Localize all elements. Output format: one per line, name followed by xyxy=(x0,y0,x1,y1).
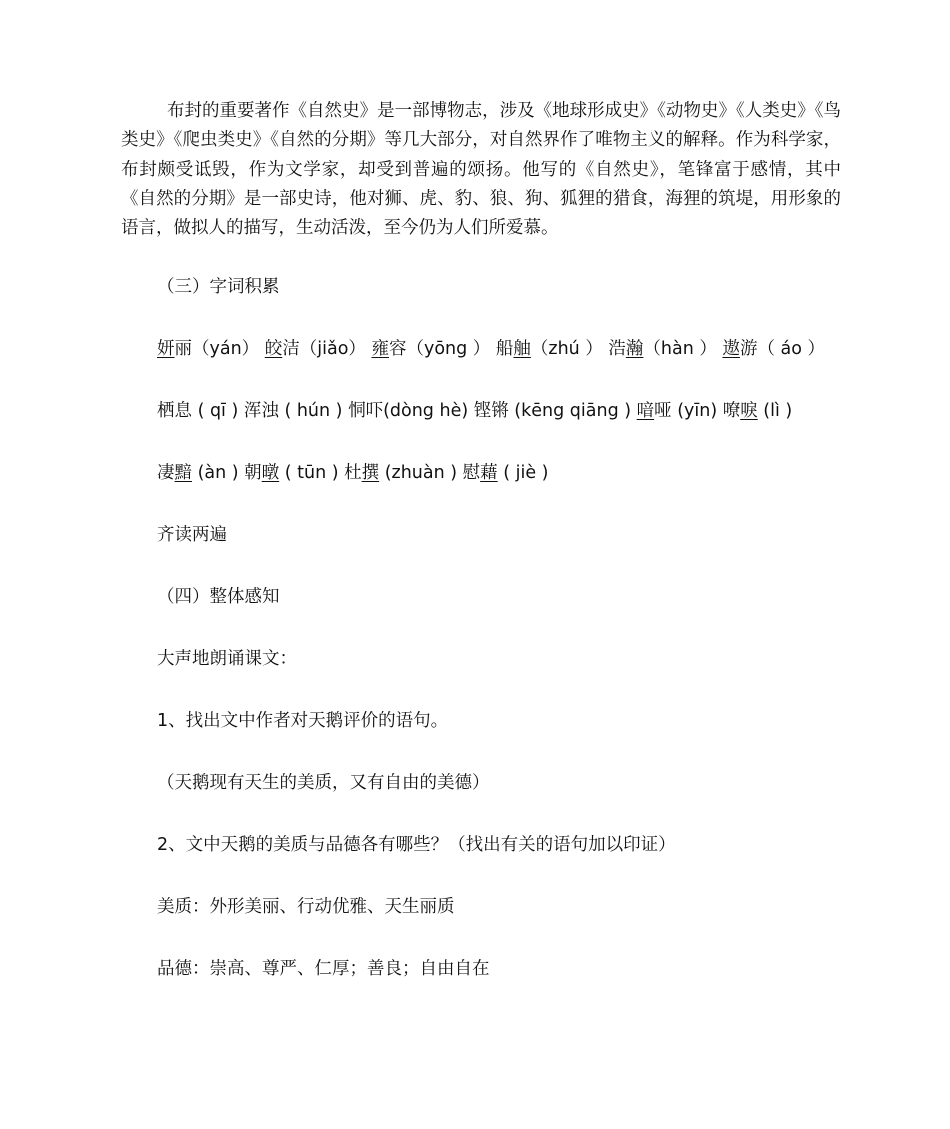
vocab-word: 喑哑 (yīn) xyxy=(636,401,723,421)
vocab-word: 雍容（yōng ） xyxy=(371,339,491,359)
virtue-answer: 品德：崇高、尊严、仁厚；善良；自由自在 xyxy=(157,959,490,979)
vocab-word: 朝暾 ( tūn ) xyxy=(244,463,345,483)
vocab-word: 嘹唳 (lì ) xyxy=(722,401,793,421)
vocab-word: 凄黯 (àn ) xyxy=(157,463,245,483)
question-1: 1、找出文中作者对天鹅评价的语句。 xyxy=(157,711,449,731)
vocab-word: 皎洁（jiǎo） xyxy=(264,339,366,359)
vocab-line-1 xyxy=(157,336,825,362)
read-twice-text: 齐读两遍 xyxy=(157,525,227,545)
section-3-heading: （三）字词积累 xyxy=(157,277,280,297)
vocab-word: 妍丽（yán） xyxy=(157,339,260,359)
vocab-word: 恫吓(dòng hè) xyxy=(348,401,474,421)
vocab-word: 浩瀚（hàn ） xyxy=(608,339,717,359)
intro-paragraph xyxy=(121,97,841,243)
vocab-word: 杜撰 (zhuàn ) xyxy=(344,463,463,483)
vocab-word: 船舳（zhú ） xyxy=(495,339,603,359)
question-2: 2、文中天鹅的美质与品德各有哪些？（找出有关的语句加以印证） xyxy=(157,835,676,855)
answer-1: （天鹅现有天生的美质，又有自由的美德） xyxy=(157,773,490,793)
vocab-line-3 xyxy=(157,460,549,486)
vocab-word: 遨游（ áo ） xyxy=(722,339,826,359)
read-aloud-text: 大声地朗诵课文： xyxy=(157,649,297,669)
intro-text: 布封的重要著作《自然史》是一部博物志，涉及《地球形成史》《动物史》《人类史》《鸟类史》《爬虫类史》《自然的分期》等几大部分，对自然界作了唯物主义的解释。作为科学家，布封颇受诋毁，作为文学家，却受到普遍的颂扬。他写的《自然史》，笔锋富于感情，其中《自然的分期》是一部史诗，他对狮、虎、豹、狼、狗、狐狸的猎食，海狸的筑堤，用形象的语言，做拟人的描写，生动活泼，至今仍为人们所爱慕。 xyxy=(121,101,841,239)
vocab-word: 慰藉 ( jiè ) xyxy=(462,463,549,483)
vocab-word: 栖息 ( qī ) xyxy=(157,401,244,421)
vocab-line-2 xyxy=(157,398,792,424)
vocab-word: 浑浊 ( hún ) xyxy=(243,401,349,421)
vocab-word: 铿锵 (kēng qiāng ) xyxy=(473,401,637,421)
beauty-answer: 美质：外形美丽、行动优雅、天生丽质 xyxy=(157,897,455,917)
section-4-heading: （四）整体感知 xyxy=(157,587,280,607)
